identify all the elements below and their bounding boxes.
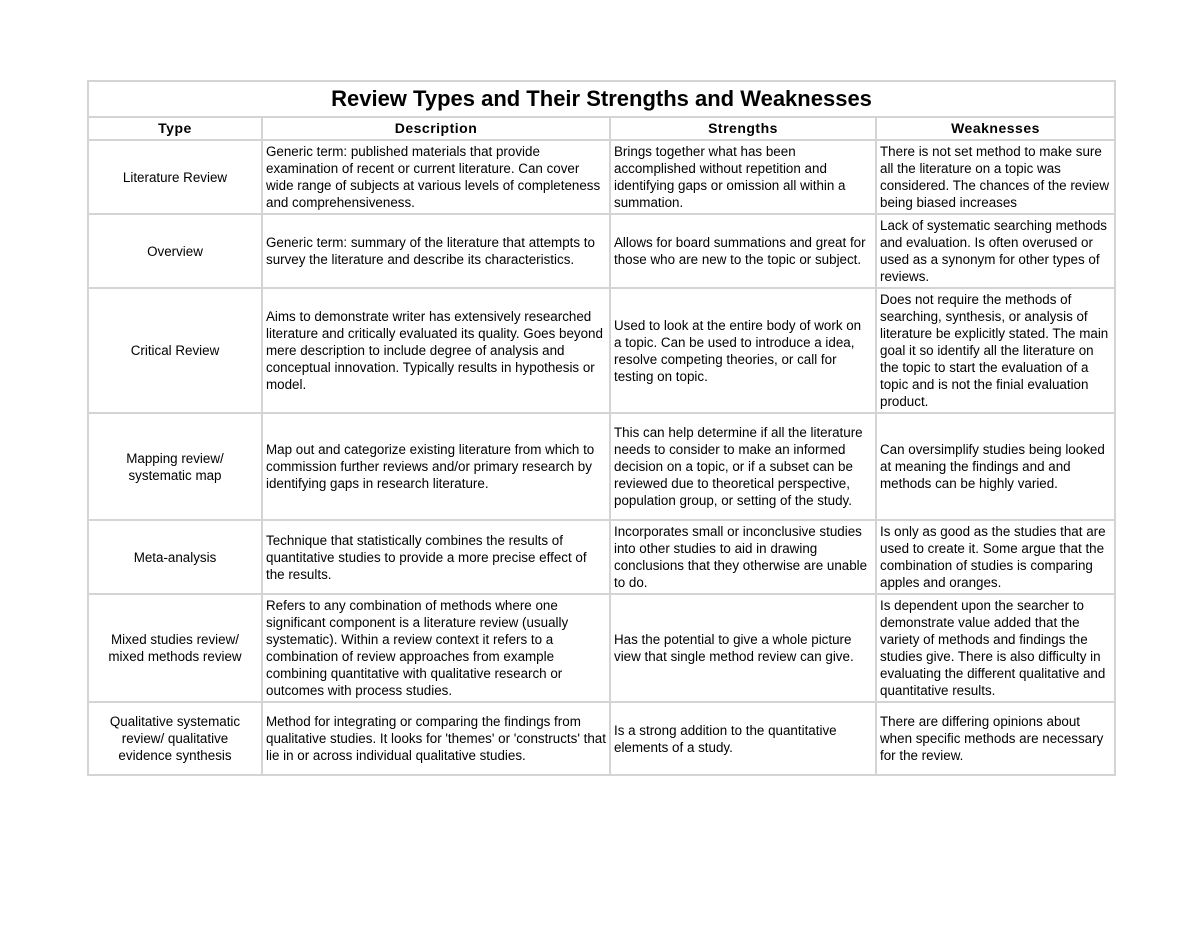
weaknesses-cell: There are differing opinions about when specific methods are necessary for the review.	[876, 702, 1115, 775]
type-cell: Meta-analysis	[88, 520, 262, 594]
strengths-cell: Incorporates small or inconclusive studies into other studies to aid in drawing conclusions that they otherwise are unable to do.	[610, 520, 876, 594]
type-cell: Mixed studies review/ mixed methods review	[88, 594, 262, 702]
weaknesses-cell: There is not set method to make sure all the literature on a topic was considered. The chances of the review being biased increases	[876, 140, 1115, 214]
table-row	[88, 413, 1115, 520]
header-strengths: Strengths	[610, 117, 876, 140]
type-cell: Literature Review	[88, 140, 262, 214]
header-weaknesses: Weaknesses	[876, 117, 1115, 140]
title-row	[88, 81, 1115, 117]
description-cell: Method for integrating or comparing the findings from qualitative studies. It looks for 'themes' or 'constructs' that lie in or across individual qualitative studies.	[262, 702, 610, 775]
strengths-cell: Brings together what has been accomplished without repetition and identifying gaps or omission all within a summation.	[610, 140, 876, 214]
type-cell: Critical Review	[88, 288, 262, 413]
description-cell: Aims to demonstrate writer has extensively researched literature and critically evaluated its quality. Goes beyond mere description to include degree of analysis and conceptual innovation. Typically results in hypothesis or model.	[262, 288, 610, 413]
table-row	[88, 214, 1115, 288]
table-row	[88, 288, 1115, 413]
description-cell: Refers to any combination of methods where one significant component is a literature review (usually systematic). Within a review context it refers to a combination of review approaches from example combining quantitative with qualitative research or outcomes with process studies.	[262, 594, 610, 702]
table-row	[88, 520, 1115, 594]
header-row	[88, 117, 1115, 140]
weaknesses-cell: Is dependent upon the searcher to demonstrate value added that the variety of methods and findings the studies give. There is also difficulty in evaluating the different qualitative and quantitative results.	[876, 594, 1115, 702]
description-cell: Technique that statistically combines the results of quantitative studies to provide a more precise effect of the results.	[262, 520, 610, 594]
description-cell: Generic term: published materials that provide examination of recent or current literature. Can cover wide range of subjects at various levels of completeness and comprehensiveness.	[262, 140, 610, 214]
weaknesses-cell: Lack of systematic searching methods and evaluation. Is often overused or used as a synonym for other types of reviews.	[876, 214, 1115, 288]
description-cell: Map out and categorize existing literature from which to commission further reviews and/or primary research by identifying gaps in research literature.	[262, 413, 610, 520]
table-row	[88, 594, 1115, 702]
weaknesses-cell: Can oversimplify studies being looked at meaning the findings and and methods can be highly varied.	[876, 413, 1115, 520]
strengths-cell: Has the potential to give a whole picture view that single method review can give.	[610, 594, 876, 702]
review-types-table	[87, 80, 1116, 776]
type-cell: Mapping review/ systematic map	[88, 413, 262, 520]
document-page	[87, 80, 1114, 776]
description-cell: Generic term: summary of the literature that attempts to survey the literature and describe its characteristics.	[262, 214, 610, 288]
table-row	[88, 140, 1115, 214]
strengths-cell: This can help determine if all the literature needs to consider to make an informed decision on a topic, or if a subset can be reviewed due to theoretical perspective, population group, or setting of the study.	[610, 413, 876, 520]
weaknesses-cell: Is only as good as the studies that are used to create it. Some argue that the combination of studies is comparing apples and oranges.	[876, 520, 1115, 594]
strengths-cell: Allows for board summations and great for those who are new to the topic or subject.	[610, 214, 876, 288]
type-cell: Qualitative systematic review/ qualitative evidence synthesis	[88, 702, 262, 775]
table-title: Review Types and Their Strengths and Weaknesses	[88, 81, 1115, 117]
type-cell: Overview	[88, 214, 262, 288]
strengths-cell: Is a strong addition to the quantitative elements of a study.	[610, 702, 876, 775]
strengths-cell: Used to look at the entire body of work on a topic. Can be used to introduce a idea, resolve competing theories, or call for testing on topic.	[610, 288, 876, 413]
header-type: Type	[88, 117, 262, 140]
header-description: Description	[262, 117, 610, 140]
table-row	[88, 702, 1115, 775]
weaknesses-cell: Does not require the methods of searching, synthesis, or analysis of literature be explicitly stated. The main goal it so identify all the literature on the topic to start the evaluation of a topic and is not the finial evaluation product.	[876, 288, 1115, 413]
